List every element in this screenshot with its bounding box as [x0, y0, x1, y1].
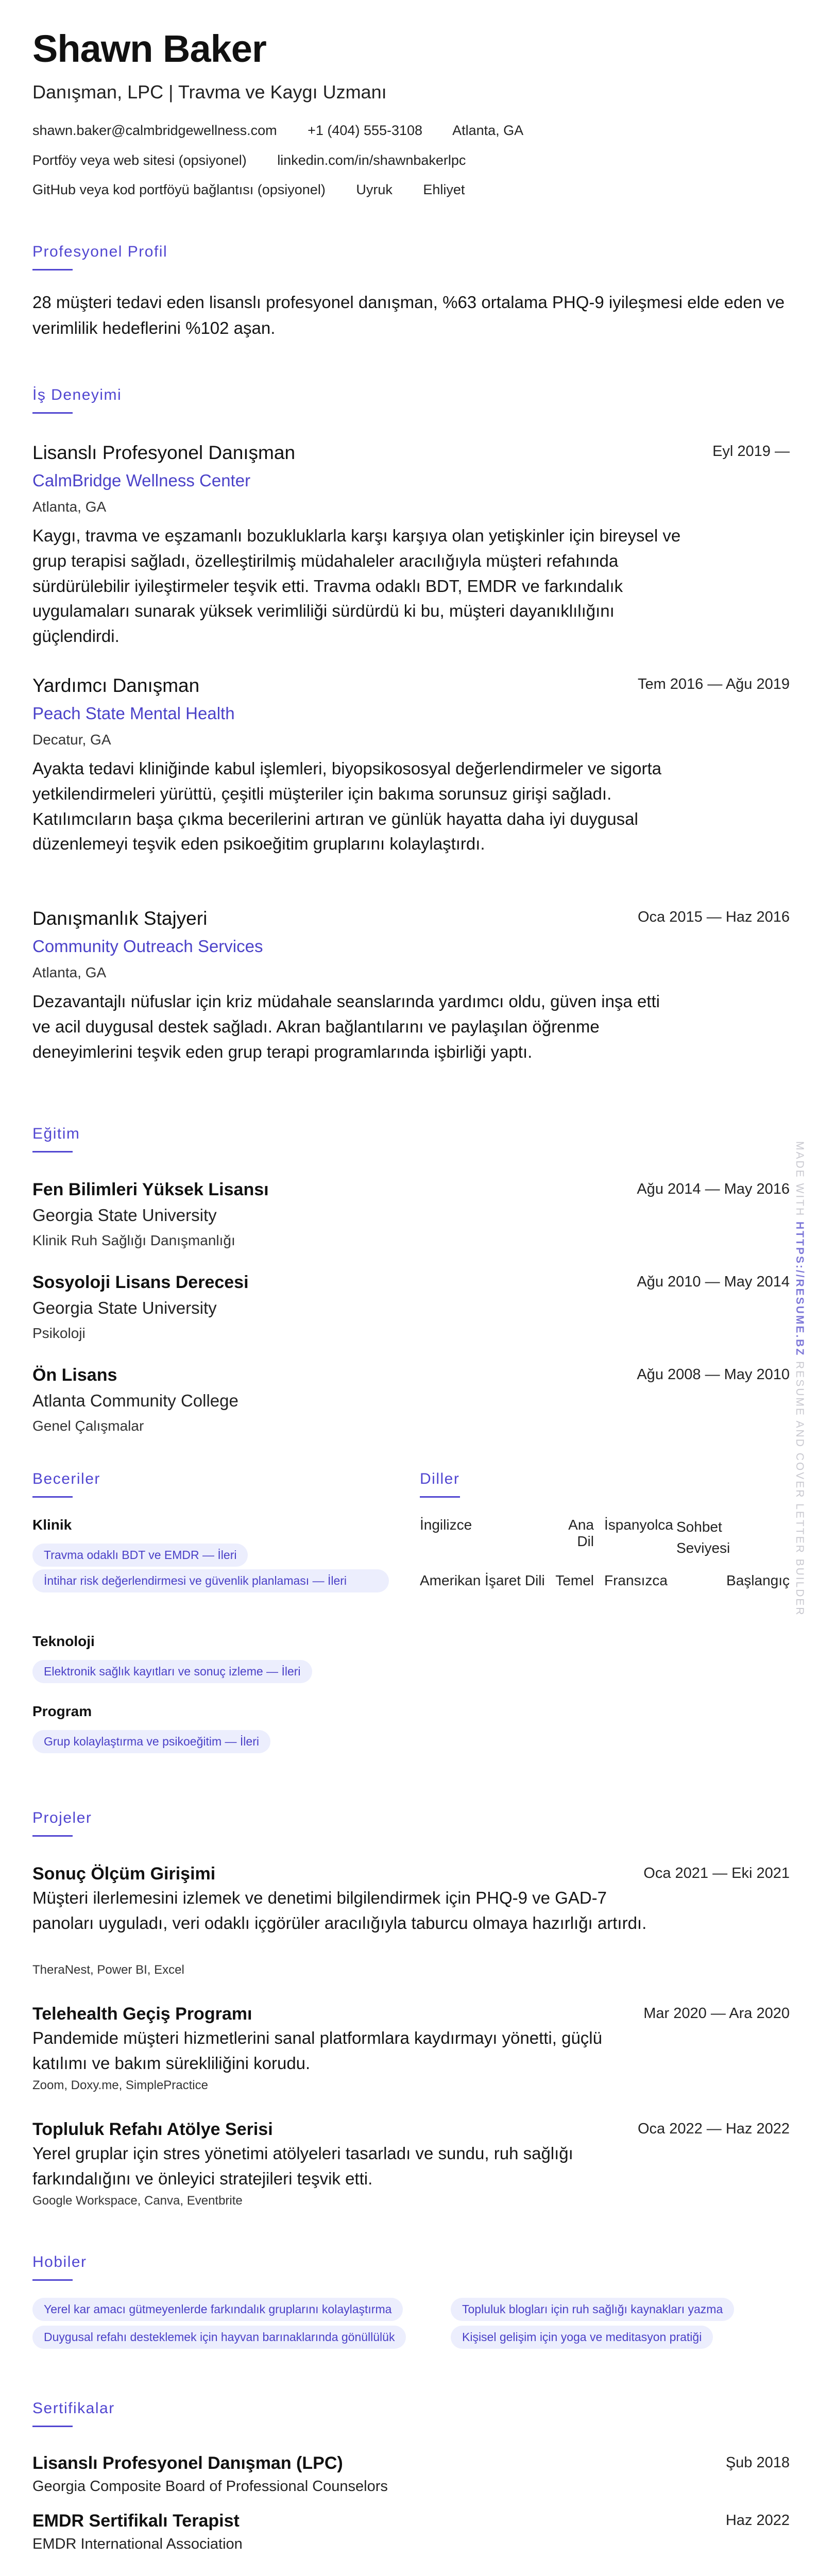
education-school: Georgia State University [32, 1298, 217, 1317]
hobby-chip: Yerel kar amacı gütmeyenlerde farkındalık gruplarını kolaylaştırma [32, 2298, 403, 2321]
education-field: Psikoloji [32, 1325, 86, 1341]
section-title-profile: Profesyonel Profil [32, 243, 168, 260]
project-description: Müşteri ilerlemesini izlemek ve denetimi bilgilendirmek için PHQ-9 ve GAD-7 panoları uyguladı, veri odaklı içgörüler aracılığıyla taburcu olmaya hazırlığı artırdı. [32, 1888, 647, 1933]
skill-category: Teknoloji [32, 1633, 95, 1649]
job-location: Atlanta, GA [32, 964, 107, 980]
skill-category: Klinik [32, 1517, 72, 1533]
job-date: Eyl 2019 — [712, 443, 790, 460]
project-title: Telehealth Geçiş Programı [32, 2004, 252, 2024]
project-date: Oca 2021 — Eki 2021 [643, 1865, 790, 1882]
section-title-education: Eğitim [32, 1125, 80, 1142]
education-school: Georgia State University [32, 1206, 217, 1225]
section-underline [32, 1151, 73, 1153]
certification-date: Haz 2022 [725, 2512, 790, 2529]
section-underline [32, 1496, 73, 1498]
language-name: Amerikan İşaret Dili [420, 1572, 545, 1588]
section-title-hobbies: Hobiler [32, 2253, 87, 2270]
candidate-name: Shawn Baker [32, 27, 266, 70]
job-description: Ayakta tedavi kliniğinde kabul işlemleri, biyopsikososyal değerlendirmeler ve sigorta yetkilendirmeleri yürüttü, çeşitli müşteriler için bakıma sorunsuz girişi sağladı. Katılımcıların başa çıkma becerilerini artıran ve günlük hayatta daha iyi duygusal düzenlemeyi teşvik eden psikoeğitim gruplarını kolaylaştırdı. [32, 759, 661, 854]
section-underline [32, 2279, 73, 2281]
candidate-title: Danışman, LPC | Travma ve Kaygı Uzmanı [32, 81, 387, 103]
hobby-chip: Duygusal refahı desteklemek için hayvan barınaklarında gönüllülük [32, 2326, 406, 2349]
watermark-prefix: MADE WITH [794, 1141, 806, 1217]
skill-chip: İntihar risk değerlendirmesi ve güvenlik planlaması — İleri [32, 1569, 389, 1592]
education-date: Ağu 2010 — May 2014 [637, 1274, 790, 1290]
github-link[interactable]: GitHub veya kod portföyü bağlantısı (opsiyonel) [32, 182, 326, 197]
hobby-chip: Kişisel gelişim için yoga ve meditasyon pratiği [451, 2326, 713, 2349]
project-title: Topluluk Refahı Atölye Serisi [32, 2120, 273, 2139]
job-description: Kaygı, travma ve eşzamanlı bozukluklarla karşı karşıya olan yetişkinler için bireysel ve grup terapisi sağladı, özelleştirilmiş müdahaleler aracılığıyla müşteri refahında sürdürülebilir iyileştirmeler teşvik etti. Travma odaklı BDT, EMDR ve farkındalık uygulamaları sunarak yüksek verimliliği sürdürdü ki bu, müşteri dayanıklılığını güçlendirdi. [32, 526, 681, 646]
skill-chip: Travma odaklı BDT ve EMDR — İleri [32, 1544, 248, 1567]
contact-row-3 [32, 182, 491, 198]
project-title: Sonuç Ölçüm Girişimi [32, 1864, 216, 1884]
project-date: Oca 2022 — Haz 2022 [637, 2121, 790, 2137]
project-tech: Zoom, Doxy.me, SimplePractice [32, 2078, 208, 2092]
education-degree: Sosyoloji Lisans Derecesi [32, 1273, 249, 1292]
project-description: Pandemide müşteri hizmetlerini sanal platformlara kaydırmayı yönetti, güçlü katılımı ve bakım sürekliliğini korudu. [32, 2028, 602, 2073]
education-school: Atlanta Community College [32, 1391, 238, 1410]
job-company: Community Outreach Services [32, 937, 263, 956]
job-company: CalmBridge Wellness Center [32, 471, 251, 490]
education-field: Klinik Ruh Sağlığı Danışmanlığı [32, 1232, 235, 1248]
education-degree: Ön Lisans [32, 1365, 117, 1385]
job-date: Oca 2015 — Haz 2016 [637, 909, 790, 925]
phone-text: +1 (404) 555-3108 [308, 123, 423, 138]
project-tech: TheraNest, Power BI, Excel [32, 1963, 184, 1977]
language-name: Fransızca [604, 1572, 668, 1588]
job-description: Dezavantajlı nüfuslar için kriz müdahale seanslarında yardımcı oldu, güven inşa etti ve acil duygusal destek sağladı. Akran bağlantılarını ve paylaşılan öğrenme deneyimlerini teşvik eden grup terapi programlarında işbirliği yaptı. [32, 992, 660, 1061]
certification-org: EMDR International Association [32, 2536, 243, 2552]
skill-category: Program [32, 1703, 92, 1719]
section-title-skills: Beceriler [32, 1470, 100, 1487]
skill-chip: Grup kolaylaştırma ve psikoeğitim — İleri [32, 1730, 270, 1753]
section-title-experience: İş Deneyimi [32, 386, 122, 403]
education-field: Genel Çalışmalar [32, 1418, 144, 1434]
section-underline [32, 412, 73, 414]
hobby-chip: Topluluk blogları için ruh sağlığı kaynakları yazma [451, 2298, 734, 2321]
education-degree: Fen Bilimleri Yüksek Lisansı [32, 1180, 269, 1199]
certification-org: Georgia Composite Board of Professional Counselors [32, 2478, 388, 2495]
project-description: Yerel gruplar için stres yönetimi atölyeleri tasarladı ve sundu, ruh sağlığı farkındalığını ve önleyici stratejileri teşvik etti. [32, 2144, 573, 2188]
section-title-projects: Projeler [32, 1809, 92, 1826]
certification-date: Şub 2018 [725, 2454, 790, 2471]
job-location: Decatur, GA [32, 732, 111, 748]
nationality-text: Uyruk [356, 182, 393, 197]
language-level: Sohbet Seviyesi [676, 1519, 730, 1556]
email-link[interactable]: shawn.baker@calmbridgewellness.com [32, 123, 277, 138]
contact-row-2 [32, 152, 492, 168]
contact-row-1 [32, 123, 550, 139]
language-level: Ana Dil [568, 1517, 594, 1549]
education-date: Ağu 2008 — May 2010 [637, 1366, 790, 1383]
project-tech: Google Workspace, Canva, Eventbrite [32, 2194, 243, 2208]
job-location: Atlanta, GA [32, 499, 107, 515]
language-level: Temel [555, 1572, 594, 1588]
section-underline [32, 1835, 73, 1837]
project-date: Mar 2020 — Ara 2020 [643, 2005, 790, 2022]
job-title: Lisanslı Profesyonel Danışman [32, 442, 296, 463]
job-title: Danışmanlık Stajyeri [32, 908, 208, 929]
job-date: Tem 2016 — Ağu 2019 [637, 676, 790, 692]
watermark [789, 1141, 810, 1617]
skill-chip: Elektronik sağlık kayıtları ve sonuç izleme — İleri [32, 1660, 312, 1683]
job-company: Peach State Mental Health [32, 704, 235, 723]
location-text: Atlanta, GA [452, 123, 524, 138]
license-text: Ehliyet [423, 182, 465, 197]
education-date: Ağu 2014 — May 2016 [637, 1181, 790, 1197]
watermark-link[interactable]: HTTPS://RESUME.BZ [794, 1222, 806, 1357]
certification-title: Lisanslı Profesyonel Danışman (LPC) [32, 2453, 343, 2473]
section-underline [420, 1496, 460, 1498]
section-underline [32, 269, 73, 270]
language-name: İspanyolca [604, 1517, 673, 1533]
linkedin-link[interactable]: linkedin.com/in/shawnbakerlpc [277, 152, 466, 168]
profile-summary: 28 müşteri tedavi eden lisanslı profesyonel danışman, %63 ortalama PHQ-9 iyileşmesi elde eden ve verimlilik hedeflerini %102 aşan. [32, 293, 785, 338]
watermark-suffix: RESUME AND COVER LETTER BUILDER [794, 1361, 806, 1617]
job-title: Yardımcı Danışman [32, 675, 200, 696]
language-name: İngilizce [420, 1517, 472, 1533]
language-level: Başlangıç [726, 1572, 790, 1588]
watermark-text [793, 1141, 806, 1617]
portfolio-link[interactable]: Portföy veya web sitesi (opsiyonel) [32, 152, 247, 168]
section-title-certifications: Sertifikalar [32, 2400, 115, 2417]
certification-title: EMDR Sertifikalı Terapist [32, 2511, 240, 2531]
section-underline [32, 2426, 73, 2427]
section-title-languages: Diller [420, 1470, 460, 1487]
